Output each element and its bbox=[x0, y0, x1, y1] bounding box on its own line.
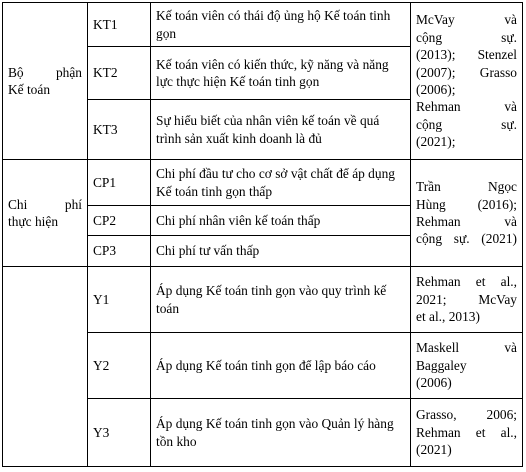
description-cell: Áp dụng Kế toán tinh gọn để lập báo cáo bbox=[151, 333, 411, 399]
source-line: Baggaley bbox=[416, 357, 467, 373]
source-cell-y1 bbox=[411, 267, 523, 333]
source-line: (2006); bbox=[416, 82, 456, 97]
source-line: (2021); bbox=[416, 134, 456, 150]
group-label-line2: Kế toán bbox=[8, 82, 51, 97]
source-line: (2006) bbox=[416, 375, 452, 391]
description-cell: Kế toán viên có thái độ ủng hộ Kế toán tinh gọn bbox=[151, 3, 411, 47]
source-line: et al., 2013) bbox=[416, 309, 480, 325]
source-line: cộng sự. bbox=[416, 29, 517, 45]
source-line: McVay và bbox=[416, 12, 517, 28]
source-cell-y2 bbox=[411, 333, 523, 399]
description-cell: Chi phí tư vấn thấp bbox=[151, 236, 411, 267]
description-cell: Áp dụng Kế toán tinh gọn vào quy trình kế toán bbox=[151, 267, 411, 333]
source-cell-cp bbox=[411, 160, 523, 267]
group-label-line2: thực hiện bbox=[8, 214, 59, 229]
table-row bbox=[3, 3, 523, 47]
description-cell: Áp dụng Kế toán tinh gọn vào Quản lý hàng tồn kho bbox=[151, 399, 411, 467]
code-cell: CP2 bbox=[88, 206, 151, 236]
code-cell: KT2 bbox=[88, 47, 151, 100]
source-line: Trần Ngọc bbox=[416, 179, 517, 195]
description-cell: Kế toán viên có kiến thức, kỹ năng và năng lực thực hiện Kế toán tinh gọn bbox=[151, 47, 411, 100]
source-line: Maskell và bbox=[416, 340, 517, 356]
source-line: (2021) bbox=[416, 442, 452, 458]
table-row bbox=[3, 267, 523, 333]
description-cell: Chi phí nhân viên kế toán thấp bbox=[151, 206, 411, 236]
group-label-line1: Bộ phận bbox=[8, 64, 82, 80]
group-label-line1: Chi phí bbox=[8, 196, 82, 212]
code-cell: KT1 bbox=[88, 3, 151, 47]
source-cell-y3 bbox=[411, 399, 523, 467]
code-cell: Y1 bbox=[88, 267, 151, 333]
source-line: cộng sự. bbox=[416, 116, 517, 132]
source-line: (2013); Stenzel bbox=[416, 47, 517, 63]
source-line: Hùng (2016); bbox=[416, 196, 517, 212]
source-line: 2021; McVay bbox=[416, 291, 517, 307]
table-row bbox=[3, 160, 523, 206]
code-cell: CP3 bbox=[88, 236, 151, 267]
source-cell-kt bbox=[411, 3, 523, 160]
code-cell: Y2 bbox=[88, 333, 151, 399]
description-cell: Chi phí đầu tư cho cơ sở vật chất để áp dụng Kế toán tinh gọn thấp bbox=[151, 160, 411, 206]
source-line: Rehman và bbox=[416, 214, 517, 229]
group-cell-accounting bbox=[3, 3, 88, 160]
code-cell: KT3 bbox=[88, 100, 151, 160]
source-line: Rehman et al., bbox=[416, 274, 517, 290]
code-cell: Y3 bbox=[88, 399, 151, 467]
source-line: Grasso, 2006; bbox=[416, 407, 517, 423]
code-cell: CP1 bbox=[88, 160, 151, 206]
group-cell-cost bbox=[3, 160, 88, 267]
description-cell: Sự hiểu biết của nhân viên kế toán về quá trình sản xuất kinh doanh là đủ bbox=[151, 100, 411, 160]
source-line: (2007); Grasso bbox=[416, 64, 517, 80]
source-line: Rehman et al., bbox=[416, 424, 517, 440]
group-cell-empty bbox=[3, 267, 88, 467]
measurement-table bbox=[2, 2, 523, 467]
source-line: Rehman và bbox=[416, 99, 517, 115]
source-line: cộng sự. (2021) bbox=[416, 231, 517, 247]
